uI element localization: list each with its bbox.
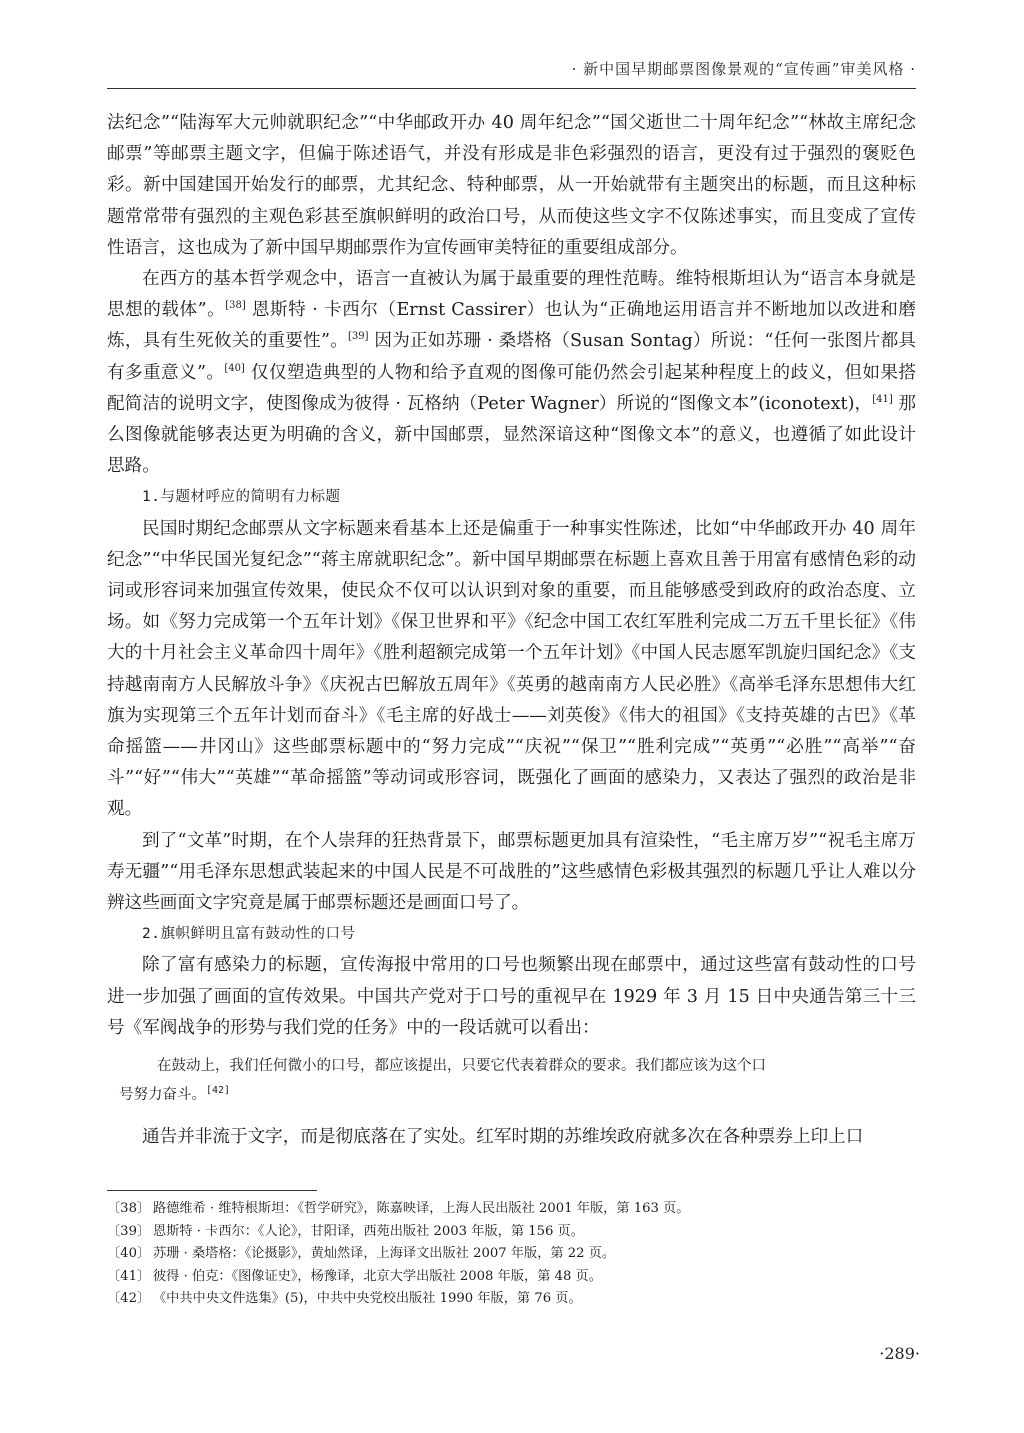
p2-sentence-3: 因为正如苏珊 · 桑塔格（Susan Sontag）所说：“任何一张图片都具有多重意义”。 (107, 331, 916, 383)
p2-sentence-5: 那么图像就能够表达更为明确的含义，新中国邮票，显然深谙这种“图像文本”的意义，也遵循了如此设计思路。 (107, 393, 916, 477)
quote-line-2: 号努力奋斗。 (119, 1087, 206, 1104)
footnote-rule (107, 1190, 317, 1191)
footnote-text: 恩斯特 · 卡西尔：《人论》，甘阳译，西苑出版社 2003 年版，第 156 页。 (153, 1223, 584, 1239)
citation-40[interactable]: [40] (224, 362, 245, 374)
paragraph-6: 通告并非流于文字，而是彻底落在了实处。红军时期的苏维埃政府就多次在各种票券上印上口 (142, 1127, 864, 1148)
paragraph-4: 到了“文革”时期，在个人崇拜的狂热背景下，邮票标题更加具有渲染性，“毛主席万岁”“祝毛主席万寿无疆”“用毛泽东思想武装起来的中国人民是不可战胜的”这些感情色彩极其强烈的标题几乎让人难以分辨这些画面文字究竟是属于邮票标题还是画面口号了。 (107, 830, 916, 914)
article-body (107, 108, 916, 1153)
header-rule (107, 88, 916, 89)
footnote-40 (107, 1243, 916, 1266)
p2-sentence-4: 仅仅塑造典型的人物和给予直观的图像可能仍然会引起某种程度上的歧义，但如果搭配简洁的说明文字，使图像成为彼得 · 瓦格纳（Peter Wagner）所说的“图像文本”(iconotext)， (107, 362, 916, 414)
footnote-41 (107, 1266, 916, 1289)
running-header: · 新中国早期邮票图像景观的“宣传画”审美风格 · (571, 60, 916, 78)
citation-42[interactable]: [42] (206, 1085, 231, 1097)
footnote-text: 路德维希 · 维特根斯坦：《哲学研究》，陈嘉映译，上海人民出版社 2001 年版，第 163 页。 (153, 1201, 690, 1216)
block-quote (107, 1052, 916, 1110)
footnote-38 (107, 1198, 916, 1221)
footnote-number: 〔42〕 (107, 1291, 151, 1307)
footnote-text: 《中共中央文件选集》(5)，中共中央党校出版社 1990 年版，第 76 页。 (153, 1291, 582, 1307)
footnote-number: 〔40〕 (107, 1246, 151, 1262)
paragraph-3: 民国时期纪念邮票从文字标题来看基本上还是偏重于一种事实性陈述，比如“中华邮政开办 40 周年纪念”“中华民国光复纪念”“蒋主席就职纪念”。新中国早期邮票在标题上喜欢且善于用富有感情色彩的动词或形容词来加强宣传效果，使民众不仅可以认识到对象的重要，而且能够感受到政府的政治态度、立场。如《努力完成第一个五年计划》《保卫世界和平》《纪念中国工农红军胜利完成二万五千里长征》《伟大的十月社会主义革命四十周年》《胜利超额完成第一个五年计划》《中国人民志愿军凯旋归国纪念》《支持越南南方人民解放斗争》《庆祝古巴解放五周年》《英勇的越南南方人民必胜》《高举毛泽东思想伟大红旗为实现第三个五年计划而奋斗》《毛主席的好战士——刘英俊》《伟大的祖国》《支持英雄的古巴》《革命摇篮——井冈山》这些邮票标题中的“努力完成”“庆祝”“保卫”“胜利完成”“英勇”“必胜”“高举”“奋斗”“好”“伟大”“英雄”“革命摇篮”等动词或形容词，既强化了画面的感染力，又表达了强烈的政治是非观。 (107, 518, 916, 820)
paragraph-1: 法纪念”“陆海军大元帅就职纪念”“中华邮政开办 40 周年纪念”“国父逝世二十周年纪念”“林故主席纪念邮票”等邮票主题文字，但偏于陈述语气，并没有形成是非色彩强烈的语言，更没有过于强烈的褒贬色彩。新中国建国开始发行的邮票，尤其纪念、特种邮票，从一开始就带有主题突出的标题，而且这种标题常常带有强烈的主观色彩甚至旗帜鲜明的政治口号，从而使这些文字不仅陈述事实，而且变成了宣传性语言，这也成为了新中国早期邮票作为宣传画审美特征的重要组成部分。 (107, 113, 916, 258)
footnote-number: 〔39〕 (107, 1223, 151, 1239)
citation-41[interactable]: [41] (872, 393, 893, 405)
p2-sentence-1: 在西方的基本哲学观念中，语言一直被认为属于最重要的理性范畴。维特根斯坦认为“语言本身就是思想的载体”。 (107, 269, 916, 321)
citation-38[interactable]: [38] (225, 300, 246, 312)
p2-sentence-2: 恩斯特 · 卡西尔（Ernst Cassirer）也认为“正确地运用语言并不断地加以改进和磨炼，具有生死攸关的重要性”。 (107, 300, 917, 352)
footnote-text: 彼得 · 伯克：《图像证史》，杨豫译，北京大学出版社 2008 年版，第 48 页。 (153, 1268, 602, 1284)
footnote-number: 〔41〕 (107, 1268, 151, 1284)
paragraph-2 (107, 264, 916, 482)
subheading-1: 1.与题材呼应的简明有力标题 (142, 489, 341, 506)
citation-39[interactable]: [39] (348, 331, 369, 343)
footnote-39 (107, 1221, 916, 1244)
footnotes (107, 1198, 916, 1311)
subheading-2: 2.旗帜鲜明且富有鼓动性的口号 (142, 926, 356, 943)
quote-line-1: 在鼓动上，我们任何微小的口号，都应该提出，只要它代表着群众的要求。我们都应该为这个口 (157, 1058, 766, 1075)
paragraph-5: 除了富有感染力的标题，宣传海报中常用的口号也频繁出现在邮票中，通过这些富有鼓动性的口号进一步加强了画面的宣传效果。中国共产党对于口号的重视早在 1929 年 3 月 15 日中央通告第三十三号《军阀战争的形势与我们党的任务》中的一段话就可以看出： (107, 955, 916, 1038)
footnote-text: 苏珊 · 桑塔格：《论摄影》，黄灿然译，上海译文出版社 2007 年版，第 22 页。 (153, 1246, 616, 1262)
page-number: ·289· (879, 1344, 920, 1363)
footnote-42 (107, 1288, 916, 1311)
footnote-number: 〔38〕 (107, 1201, 151, 1216)
